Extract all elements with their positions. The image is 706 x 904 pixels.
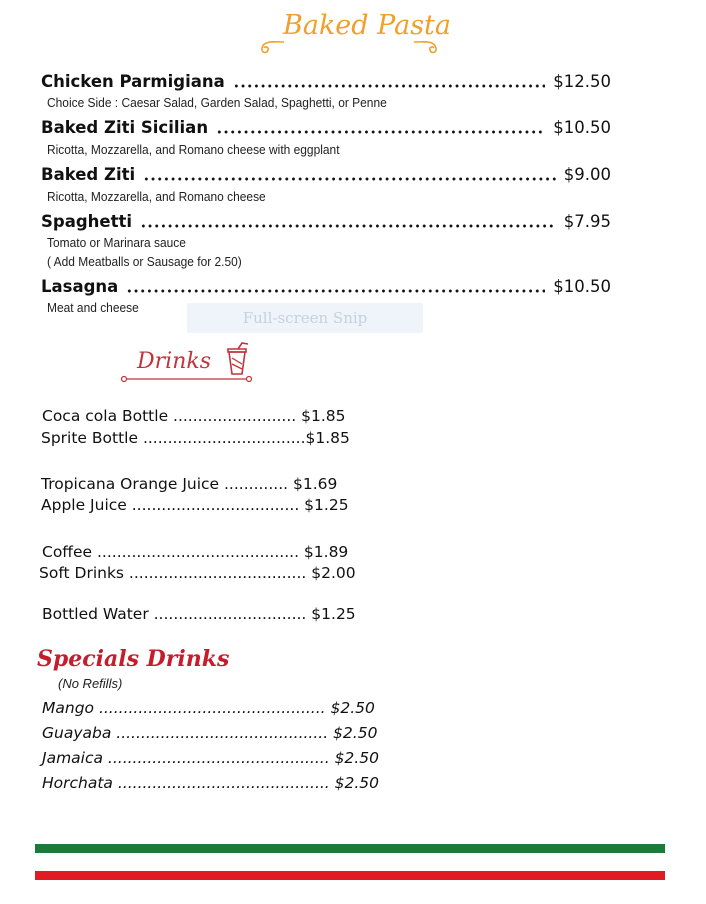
left-swash-ornament xyxy=(256,30,286,56)
menu-item-baked-ziti-sicilian xyxy=(41,118,611,142)
item-name: Baked Ziti Sicilian xyxy=(41,118,209,137)
item-description: Ricotta, Mozzarella, and Romano cheese xyxy=(47,189,266,204)
item-price: $10.50 xyxy=(553,277,611,296)
no-refills-note: (No Refills) xyxy=(58,676,123,691)
dot-leader xyxy=(233,84,546,88)
menu-item-chicken-parmigiana xyxy=(41,72,611,96)
dot-leader xyxy=(140,224,556,228)
item-description: Ricotta, Mozzarella, and Romano cheese with eggplant xyxy=(47,142,340,157)
drink-item: Apple Juice .................................. $1.25 xyxy=(41,496,349,514)
dot-leader xyxy=(143,177,556,181)
red-stripe xyxy=(35,871,665,880)
menu-item-spaghetti xyxy=(41,212,611,236)
green-stripe xyxy=(35,844,665,853)
item-price: $7.95 xyxy=(563,212,611,231)
item-name: Lasagna xyxy=(41,277,119,296)
right-swash-ornament xyxy=(412,30,442,56)
specials-drinks-title: Specials Drinks xyxy=(37,646,230,672)
item-price: $12.50 xyxy=(553,72,611,91)
drink-item: Bottled Water ............................... $1.25 xyxy=(42,605,356,623)
drink-cup-icon xyxy=(224,342,252,376)
dot-leader xyxy=(126,289,545,293)
drink-item: Coca cola Bottle ......................... $1.85 xyxy=(42,407,346,425)
item-name: Baked Ziti xyxy=(41,165,136,184)
special-drink-item: Jamaica ............................................. $2.50 xyxy=(42,749,379,767)
item-description: Tomato or Marinara sauce xyxy=(47,235,186,250)
item-name: Chicken Parmigiana xyxy=(41,72,225,91)
menu-item-lasagna xyxy=(41,277,611,301)
special-drink-item: Guayaba ........................................... $2.50 xyxy=(42,724,378,742)
drink-item: Soft Drinks .................................... $2.00 xyxy=(39,564,356,582)
item-description: ( Add Meatballs or Sausage for 2.50) xyxy=(47,254,242,269)
special-drink-item: Mango .............................................. $2.50 xyxy=(42,699,375,717)
drink-item: Coffee ......................................... $1.89 xyxy=(42,543,349,561)
item-description: Choice Side : Caesar Salad, Garden Salad, Spaghetti, or Penne xyxy=(47,95,387,110)
item-description: Meat and cheese xyxy=(47,300,139,315)
full-screen-snip-overlay[interactable] xyxy=(187,303,423,333)
menu-item-baked-ziti xyxy=(41,165,611,189)
snip-label: Full-screen Snip xyxy=(242,309,368,327)
drinks-title: Drinks xyxy=(137,349,211,374)
item-price: $9.00 xyxy=(563,165,611,184)
dot-leader xyxy=(216,130,545,134)
drink-item: Sprite Bottle .................................$1.85 xyxy=(41,429,350,447)
item-name: Spaghetti xyxy=(41,212,133,231)
drinks-underline-ornament xyxy=(120,374,254,384)
baked-pasta-title: Baked Pasta xyxy=(283,10,451,41)
special-drink-item: Horchata ........................................... $2.50 xyxy=(42,774,380,792)
item-price: $10.50 xyxy=(553,118,611,137)
drink-item: Tropicana Orange Juice ............. $1.69 xyxy=(41,475,338,493)
